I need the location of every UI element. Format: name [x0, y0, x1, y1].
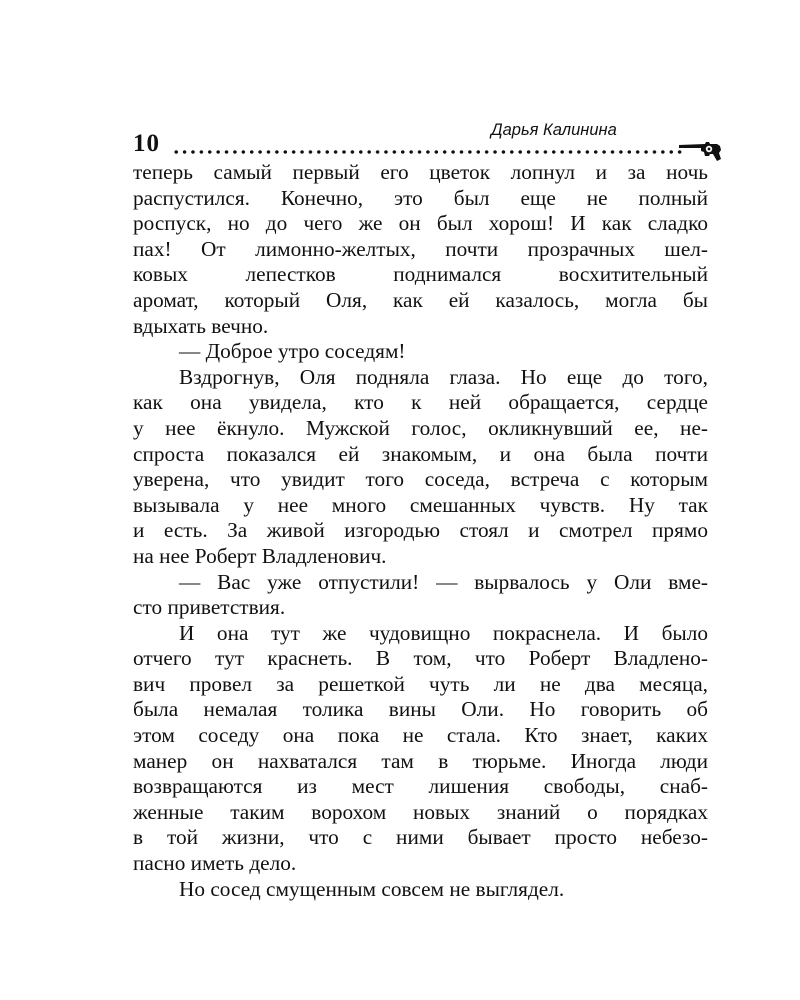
text-line: сто приветствия.	[133, 595, 286, 620]
text-line: вызывала у нее много смешанных чувств. Ну так	[133, 492, 708, 517]
text-line: аромат, который Оля, как ей казалось, могла бы	[133, 287, 708, 312]
text-line: на нее Роберт Владленович.	[133, 543, 387, 568]
text-line: Вздрогнув, Оля подняла глаза. Но еще до того,	[179, 364, 708, 389]
text-line: женные таким ворохом новых знаний о порядках	[133, 799, 708, 824]
text-line: была немалая толика вины Оли. Но говорить об	[133, 697, 708, 722]
text-line: как она увидела, кто к ней обращается, сердце	[133, 390, 708, 415]
text-line: в той жизни, что с ними бывает просто небезо-	[133, 825, 708, 850]
body-text	[133, 160, 708, 902]
text-line: ковых лепестков поднимался восхитительный	[133, 262, 708, 287]
text-line: — Вас уже отпустили! — вырвалось у Оли вме-	[179, 569, 708, 594]
page-number: 10	[133, 130, 160, 157]
text-line: пасно иметь дело.	[133, 851, 297, 876]
text-line: вдыхать вечно.	[133, 313, 269, 338]
text-line: этом соседу она пока не стала. Кто знает, каких	[133, 723, 708, 748]
text-line: манер он нахватался там в тюрьме. Иногда люди	[133, 748, 708, 773]
dot-leader	[172, 150, 682, 154]
text-line: вич провел за решеткой чуть ли не два месяца,	[133, 671, 708, 696]
text-line: теперь самый первый его цветок лопнул и за ночь	[133, 160, 708, 184]
text-line: пах! От лимонно-желтых, почти прозрачных шел-	[133, 236, 708, 261]
text-line: И она тут же чудовищно покраснела. И было	[179, 620, 708, 645]
text-line: возвращаются из мест лишения свободы, снаб-	[133, 774, 708, 799]
text-line: у нее ёкнуло. Мужской голос, окликнувший ее, не-	[133, 415, 708, 440]
text-line: Но сосед смущенным совсем не выглядел.	[179, 876, 565, 901]
text-line: уверена, что увидит того соседа, встреча с которым	[133, 467, 708, 492]
text-line: — Доброе утро соседям!	[179, 339, 406, 364]
text-line: спроста показался ей знакомым, и она была почти	[133, 441, 708, 466]
text-line: роспуск, но до чего же он был хорош! И как сладко	[133, 211, 708, 236]
text-line: распустился. Конечно, это был еще не полный	[133, 185, 708, 210]
running-title: Дарья Калинина	[491, 121, 617, 139]
text-line: отчего тут краснеть. В том, что Роберт Владлено-	[133, 646, 708, 671]
text-line: и есть. За живой изгородью стоял и смотрел прямо	[133, 518, 708, 543]
